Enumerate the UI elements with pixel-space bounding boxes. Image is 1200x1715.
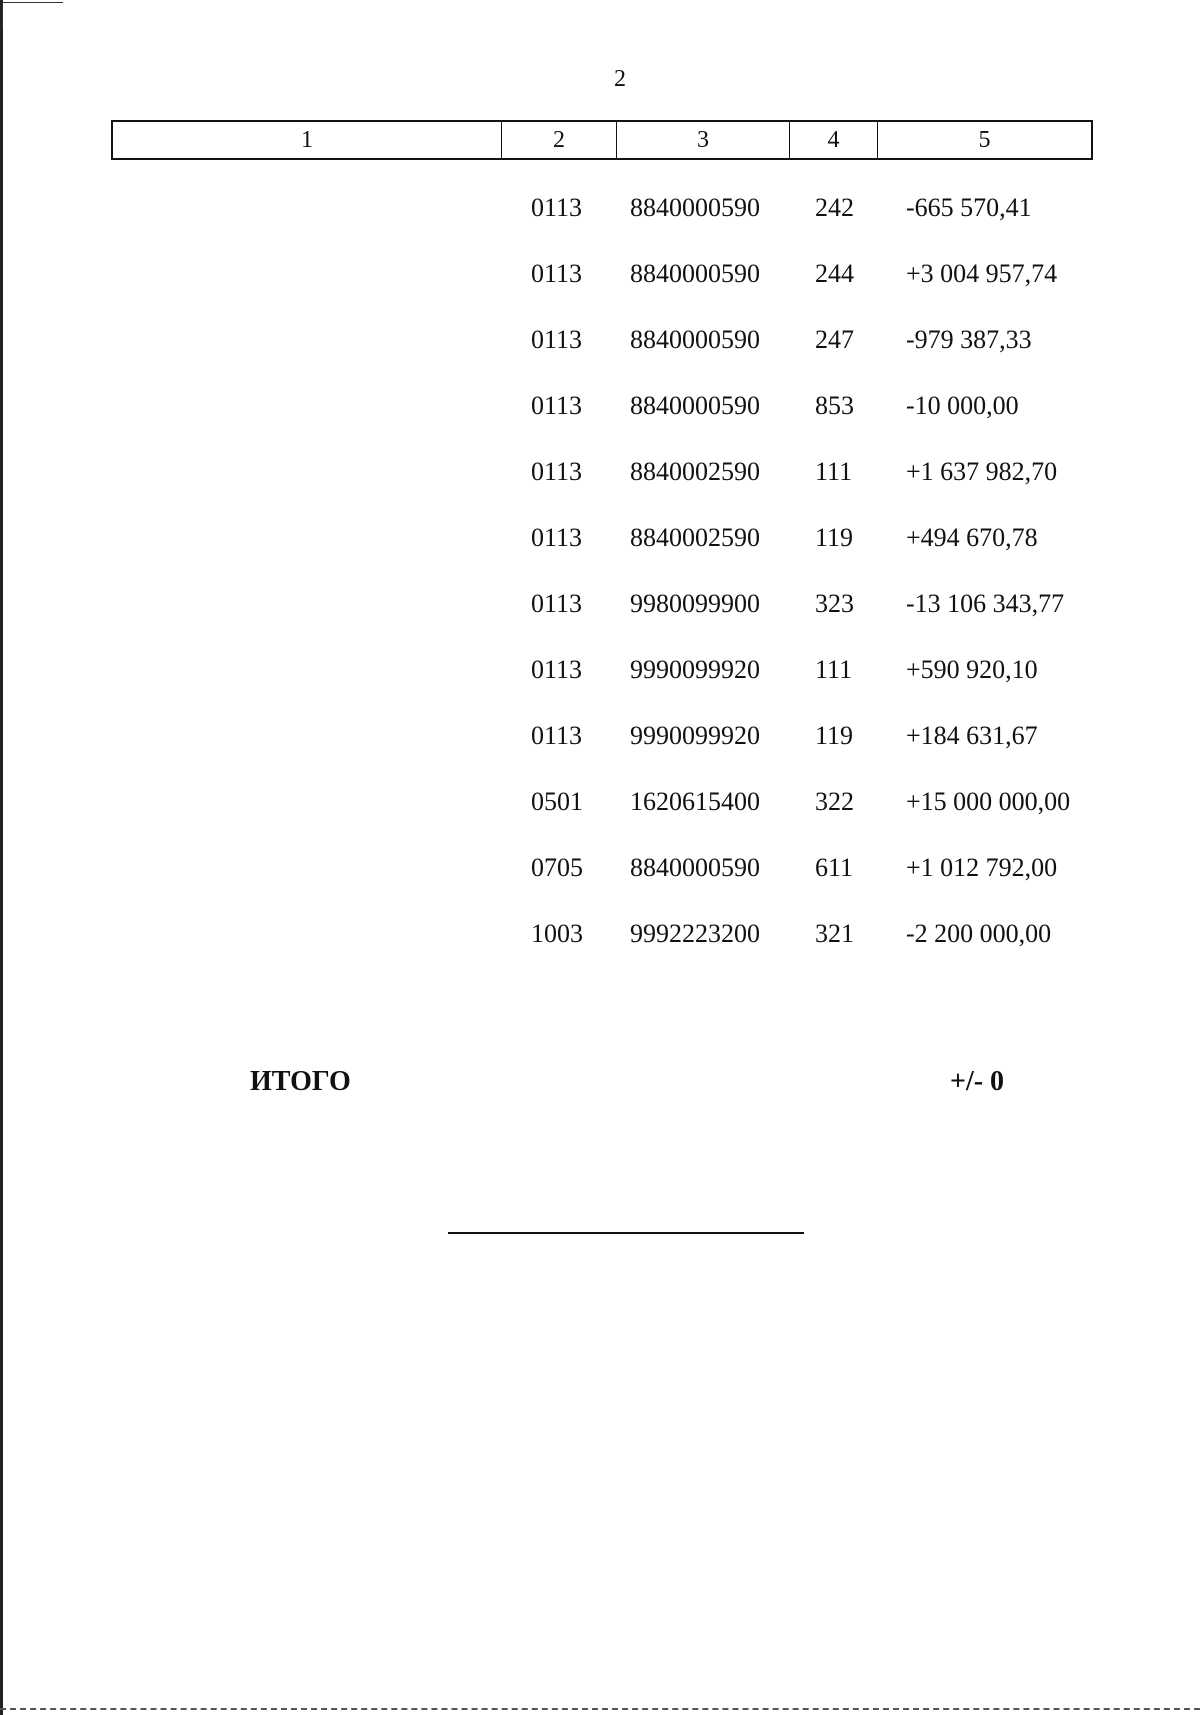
expense-type: 323: [815, 589, 854, 618]
header-col-4: 4: [790, 122, 878, 158]
table-row: [0, 254, 1200, 294]
expense-type: 242: [815, 193, 854, 222]
section-code: 0501: [531, 787, 583, 816]
expense-type: 111: [815, 457, 853, 486]
expense-type: 244: [815, 259, 854, 288]
table-row: [0, 650, 1200, 690]
section-code: 0113: [531, 589, 583, 618]
table-row: [0, 452, 1200, 492]
amount: +15 000 000,00: [906, 787, 1071, 816]
table-row: [0, 320, 1200, 360]
header-col-3: 3: [617, 122, 790, 158]
section-code: 0113: [531, 193, 583, 222]
amount: +1 637 982,70: [906, 457, 1058, 486]
table-row: [0, 914, 1200, 954]
amount: -10 000,00: [906, 391, 1019, 420]
expense-type: 111: [815, 655, 853, 684]
expense-type: 611: [815, 853, 854, 882]
expense-type: 322: [815, 787, 854, 816]
target-code: 8840000590: [630, 325, 760, 354]
target-code: 8840000590: [630, 259, 760, 288]
section-code: 0113: [531, 457, 583, 486]
target-code: 8840002590: [630, 457, 760, 486]
page-number: 2: [614, 66, 626, 92]
expense-type: 247: [815, 325, 854, 354]
amount: +590 920,10: [906, 655, 1038, 684]
expense-type: 119: [815, 721, 854, 750]
expense-type: 321: [815, 919, 854, 948]
expense-type: 119: [815, 523, 854, 552]
section-code: 1003: [531, 919, 583, 948]
target-code: 9990099920: [630, 655, 760, 684]
table-row: [0, 848, 1200, 888]
table-header: [111, 120, 1093, 160]
amount: -2 200 000,00: [906, 919, 1052, 948]
table-row: [0, 188, 1200, 228]
total-value: +/- 0: [950, 1066, 1005, 1097]
amount: +184 631,67: [906, 721, 1038, 750]
target-code: 9980099900: [630, 589, 760, 618]
section-code: 0705: [531, 853, 583, 882]
section-code: 0113: [531, 655, 583, 684]
target-code: 8840002590: [630, 523, 760, 552]
amount: -979 387,33: [906, 325, 1032, 354]
header-col-5: 5: [978, 127, 991, 153]
scan-corner-mark: [2, 2, 63, 29]
header-col-2: 2: [502, 122, 617, 158]
target-code: 8840000590: [630, 391, 760, 420]
target-code: 8840000590: [630, 193, 760, 222]
target-code: 1620615400: [630, 787, 760, 816]
table-row: [0, 518, 1200, 558]
expense-type: 853: [815, 391, 854, 420]
amount: +3 004 957,74: [906, 259, 1058, 288]
table-row: [0, 386, 1200, 426]
target-code: 9990099920: [630, 721, 760, 750]
total-label: ИТОГО: [250, 1066, 351, 1097]
section-code: 0113: [531, 523, 583, 552]
table-row: [0, 782, 1200, 822]
header-col-1: 1: [113, 122, 502, 158]
end-of-document-line: [448, 1232, 804, 1234]
amount: +1 012 792,00: [906, 853, 1058, 882]
section-code: 0113: [531, 721, 583, 750]
section-code: 0113: [531, 391, 583, 420]
target-code: 9992223200: [630, 919, 760, 948]
table-row: [0, 716, 1200, 756]
amount: +494 670,78: [906, 523, 1038, 552]
scan-edge-bottom: [0, 1708, 1200, 1710]
section-code: 0113: [531, 325, 583, 354]
amount: -665 570,41: [906, 193, 1032, 222]
amount: -13 106 343,77: [906, 589, 1065, 618]
section-code: 0113: [531, 259, 583, 288]
table-row: [0, 584, 1200, 624]
target-code: 8840000590: [630, 853, 760, 882]
